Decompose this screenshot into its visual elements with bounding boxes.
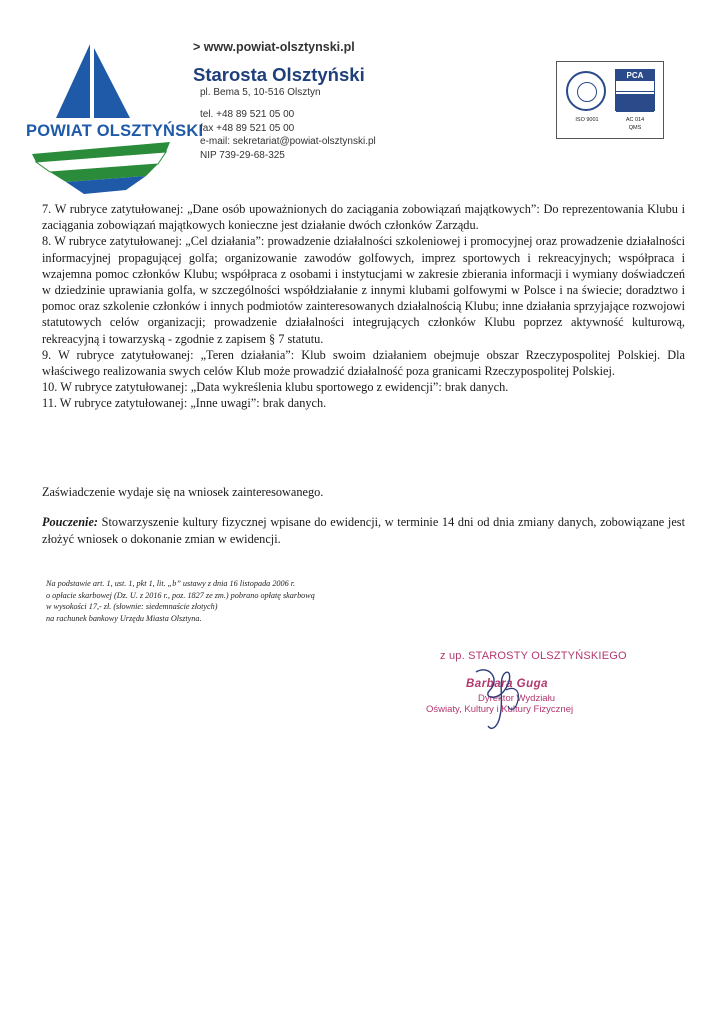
iso-seal-icon <box>566 71 606 111</box>
item-10: 10. W rubryce zatytułowanej: „Data wykreślenia klubu sportowego z ewidencji”: brak danych. <box>42 380 509 395</box>
item-9: 9. W rubryce zatytułowanej: „Teren działania”: Klub swoim działaniem obejmuje obszar Rzeczypospolitej Polskiej. Dla właściwego realizowania swych celów Klub może prowadzić działalność poza granicami Rzeczypospolitej Polskiej. <box>42 347 685 379</box>
item-8: 8. W rubryce zatytułowanej: „Cel działania”: prowadzenie działalności szkoleniowej i promocyjnej oraz prowadzenie działalności informacyjnej propagującej golfa; organizowanie zawodów golfowych, imprez sportowych i rekreacyjnych; współpraca i wzajemna pomoc członków Klubu; współpraca z osobami i instytucjami w zakresie zbierania informacji i wymiany doświadczeń w dziedzinie uprawiania golfa, w szczególności współdziałanie z innymi klubami golfowymi w Polsce i na świecie; doradztwo i pomoc oraz szkolenie członków i innych podmiotów zainteresowanych działalnością Klubu; inne działania sprzyjające rozwojowi statutowych celów organizacji; prowadzenie działalności integrujących członków Klubu poprzez aktywność kulturową, rekreacyjną i towarzyską - zgodnie z zapisem § 7 statutu. <box>42 234 685 346</box>
fee-note-line: o opłacie skarbowej (Dz. U. z 2016 r., poz. 1827 ze zm.) pobrano opłatę skarbową <box>46 590 315 600</box>
document-body <box>42 201 685 412</box>
notice-label: Pouczenie: <box>42 515 99 529</box>
fee-note-line: w wysokości 17,- zł. (słownie: siedemnaście złotych) <box>46 602 218 611</box>
pca-label: PCA <box>616 70 654 81</box>
qms-label: QMS <box>628 125 642 131</box>
fee-note-line: Na podstawie art. 1, ust. 1, pkt 1, lit. „b” ustawy z dnia 16 listopada 2006 r. <box>46 579 296 588</box>
email[interactable]: e-mail: sekretariat@powiat-olsztynski.pl <box>200 136 376 147</box>
phone: tel. +48 89 521 05 00 <box>200 109 295 120</box>
notice-text: Stowarzyszenie kultury fizycznej wpisane do ewidencji, w terminie 14 dni od dnia zmiany danych, zobowiązane jest złożyć wniosek o dokonanie zmian w ewidencji. <box>42 515 685 546</box>
notice-paragraph <box>42 514 685 547</box>
pca-icon <box>615 69 655 111</box>
stamp-department: Oświaty, Kultury i Kultury Fizycznej <box>426 704 574 715</box>
confirmation-sentence: Zaświadczenie wydaje się na wniosek zainteresowanego. <box>42 485 324 499</box>
stamp-name: Barbara Guga <box>466 678 549 690</box>
stamp-authority: z up. STAROSTY OLSZTYŃSKIEGO <box>440 650 627 662</box>
item-11: 11. W rubryce zatytułowanej: „Inne uwagi”: brak danych. <box>42 396 327 411</box>
fax: fax +48 89 521 05 00 <box>200 122 295 134</box>
iso-label: ISO 9001 <box>575 117 599 123</box>
certification-badge <box>556 61 664 139</box>
issuer-title: Starosta Olsztyński <box>193 64 365 85</box>
website-link[interactable]: > www.powiat-olsztynski.pl <box>193 40 355 54</box>
stamp-role: Dyrektor Wydziału <box>478 693 555 704</box>
nip: NIP 739-29-68-325 <box>200 149 285 161</box>
letterhead <box>193 40 376 162</box>
fee-note-line: na rachunek bankowy Urzędu Miasta Olsztyna. <box>46 613 202 623</box>
contact-block <box>200 108 376 162</box>
powiat-logo <box>26 42 204 202</box>
issuer-address: pl. Bema 5, 10-516 Olsztyn <box>200 87 321 98</box>
ac-label: AC 014 <box>625 117 645 123</box>
item-7: 7. W rubryce zatytułowanej: „Dane osób upoważnionych do zaciągania zobowiązań majątkowych”: Do reprezentowania Klubu i zaciągania zobowiązań majątkowych konieczne jest działanie dwóch członków Zarządu. <box>42 202 685 233</box>
handwritten-signature-icon <box>470 660 540 740</box>
logo-text: POWIAT OLSZTYŃSKI <box>26 122 204 140</box>
fee-note <box>46 578 315 624</box>
